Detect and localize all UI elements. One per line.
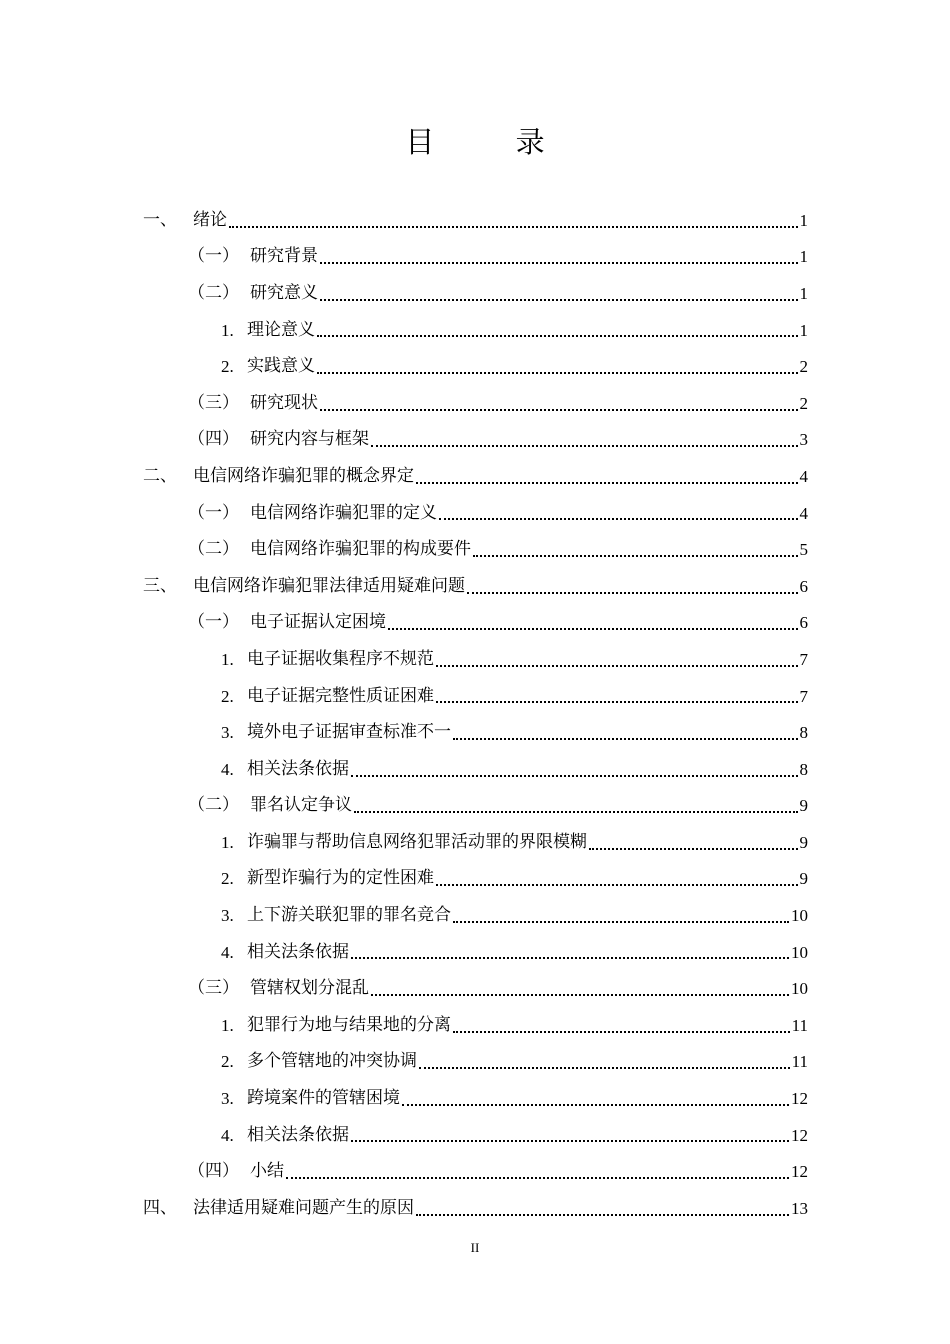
toc-entry[interactable] <box>143 422 808 459</box>
toc-entry-page: 4 <box>799 466 808 486</box>
dot-leader <box>436 665 798 667</box>
toc-entry-page: 8 <box>799 723 808 743</box>
toc-entry-page: 5 <box>799 540 808 560</box>
toc-entry[interactable] <box>143 897 808 934</box>
toc-entry[interactable] <box>143 275 808 312</box>
dot-leader <box>416 1214 789 1216</box>
toc-entry-title: 电信网络诈骗犯罪的构成要件 <box>250 539 471 560</box>
toc-entry-page: 9 <box>799 796 808 816</box>
toc-entry[interactable] <box>143 568 808 605</box>
toc-entry-number: 2. <box>221 357 234 377</box>
toc-entry[interactable] <box>143 970 808 1007</box>
dot-leader <box>320 299 798 301</box>
toc-entry-number: （二） <box>188 282 239 303</box>
toc-entry[interactable] <box>143 641 808 678</box>
toc-entry-page: 8 <box>799 759 808 779</box>
toc-entry-number: 2. <box>221 1052 234 1072</box>
dot-leader <box>589 848 798 850</box>
toc-entry-number: （三） <box>188 392 239 413</box>
toc-entry-title: 研究背景 <box>250 246 318 267</box>
toc-entry-title: 诈骗罪与帮助信息网络犯罪活动罪的界限模糊 <box>247 831 587 852</box>
toc-entry-number: 2. <box>221 686 234 706</box>
toc-entry-page: 4 <box>799 503 808 523</box>
toc-entry-number: 二、 <box>143 465 177 486</box>
toc-entry-page: 11 <box>791 1015 808 1035</box>
toc-entry-title: 相关法条依据 <box>247 758 349 779</box>
page-number: II <box>470 1240 480 1255</box>
toc-entry-title: 研究意义 <box>250 282 318 303</box>
toc-entry-page: 2 <box>799 393 808 413</box>
toc-entry-number: （一） <box>188 502 239 523</box>
toc-entry[interactable] <box>143 714 808 751</box>
toc-entry-title: 电子证据收集程序不规范 <box>247 648 434 669</box>
toc-entry-number: （二） <box>188 795 239 816</box>
dot-leader <box>320 409 798 411</box>
toc-entry-number: 1. <box>221 320 234 340</box>
toc-entry-number: 3. <box>221 906 234 926</box>
toc-entry-title: 跨境案件的管辖困境 <box>247 1088 400 1109</box>
toc-entry-number: （四） <box>188 429 239 450</box>
toc-entry-title: 电子证据完整性质证困难 <box>247 685 434 706</box>
toc-entry[interactable] <box>143 1080 808 1117</box>
dot-leader <box>286 1177 789 1179</box>
toc-entry-number: （四） <box>188 1161 239 1182</box>
toc-entry-number: 三、 <box>143 575 177 596</box>
toc-entry-number: （一） <box>188 246 239 267</box>
page-title: 目 录 <box>405 125 581 159</box>
toc-entry-number: 4. <box>221 1125 234 1145</box>
toc-entry[interactable] <box>143 678 808 715</box>
toc-entry-page: 9 <box>799 832 808 852</box>
toc-entry-number: 2. <box>221 869 234 889</box>
toc-entry-number: 3. <box>221 723 234 743</box>
toc-entry[interactable] <box>143 1117 808 1154</box>
dot-leader <box>320 262 798 264</box>
toc-entry-number: 四、 <box>143 1197 177 1218</box>
toc-entry[interactable] <box>143 531 808 568</box>
toc-entry-page: 9 <box>799 869 808 889</box>
toc-entry-number: 3. <box>221 1089 234 1109</box>
toc-entry-title: 多个管辖地的冲突协调 <box>247 1051 417 1072</box>
toc-entry-page: 12 <box>791 1162 808 1182</box>
toc-entry[interactable] <box>143 824 808 861</box>
dot-leader <box>317 372 798 374</box>
dot-leader <box>467 592 798 594</box>
toc-entry-title: 研究内容与框架 <box>250 429 369 450</box>
toc-entry-number: 1. <box>221 649 234 669</box>
toc-entry-page: 1 <box>799 320 808 340</box>
toc-entry-page: 3 <box>799 430 808 450</box>
dot-leader <box>388 628 798 630</box>
dot-leader <box>371 994 789 996</box>
toc-entry-title: 理论意义 <box>247 319 315 340</box>
toc-entry-title: 上下游关联犯罪的罪名竞合 <box>247 905 451 926</box>
toc-entry-number: 一、 <box>143 209 177 230</box>
toc-entry-page: 12 <box>791 1125 808 1145</box>
toc-entry[interactable] <box>143 385 808 422</box>
toc-entry-number: （三） <box>188 978 239 999</box>
toc-entry-number: （一） <box>188 612 239 633</box>
toc-entry[interactable] <box>143 312 808 349</box>
toc-entry-page: 13 <box>791 1198 808 1218</box>
toc-entry-title: 实践意义 <box>247 356 315 377</box>
dot-leader <box>402 1104 789 1106</box>
toc-entry[interactable] <box>143 788 808 825</box>
toc-entry[interactable] <box>143 861 808 898</box>
dot-leader <box>351 957 789 959</box>
toc-entry[interactable] <box>143 1190 808 1227</box>
toc-entry-page: 6 <box>799 613 808 633</box>
toc-entry-page: 1 <box>799 210 808 230</box>
toc-entry-page: 10 <box>791 942 808 962</box>
dot-leader <box>473 555 798 557</box>
toc-entry-title: 电信网络诈骗犯罪的定义 <box>250 502 437 523</box>
toc-entry-page: 10 <box>791 979 808 999</box>
toc-entry-number: 1. <box>221 1015 234 1035</box>
toc-entry-page: 2 <box>799 357 808 377</box>
toc-entry-number: 4. <box>221 942 234 962</box>
toc-entry-page: 11 <box>791 1052 808 1072</box>
dot-leader <box>351 1140 789 1142</box>
toc-entry-title: 绪论 <box>193 209 227 230</box>
toc-entry-title: 相关法条依据 <box>247 941 349 962</box>
dot-leader <box>354 811 798 813</box>
toc-entry-page: 10 <box>791 906 808 926</box>
dot-leader <box>453 1031 790 1033</box>
toc-entry[interactable] <box>143 495 808 532</box>
dot-leader <box>453 738 798 740</box>
toc-entry-title: 新型诈骗行为的定性困难 <box>247 868 434 889</box>
toc-entry-page: 1 <box>799 247 808 267</box>
toc-entry[interactable] <box>143 1007 808 1044</box>
toc-entry-title: 犯罪行为地与结果地的分离 <box>247 1014 451 1035</box>
dot-leader <box>371 445 798 447</box>
toc-entry-page: 7 <box>799 686 808 706</box>
toc-entry-page: 12 <box>791 1089 808 1109</box>
toc-entry[interactable] <box>143 1044 808 1081</box>
dot-leader <box>453 921 789 923</box>
dot-leader <box>436 884 798 886</box>
toc-entry-title: 相关法条依据 <box>247 1124 349 1145</box>
toc-entry-title: 法律适用疑难问题产生的原因 <box>193 1197 414 1218</box>
toc-entry-page: 7 <box>799 649 808 669</box>
toc-entry[interactable] <box>143 1153 808 1190</box>
toc-entry[interactable] <box>143 348 808 385</box>
dot-leader <box>317 335 798 337</box>
toc-entry[interactable] <box>143 239 808 276</box>
toc-entry-number: 1. <box>221 832 234 852</box>
toc-entry[interactable] <box>143 458 808 495</box>
dot-leader <box>436 701 798 703</box>
toc-entry-number: 4. <box>221 759 234 779</box>
toc-entry-title: 研究现状 <box>250 392 318 413</box>
toc-entry-title: 罪名认定争议 <box>250 795 352 816</box>
toc-entry-number: （二） <box>188 539 239 560</box>
table-of-contents <box>143 202 808 1227</box>
toc-entry-title: 电信网络诈骗犯罪的概念界定 <box>193 465 414 486</box>
dot-leader <box>351 775 798 777</box>
dot-leader <box>416 482 798 484</box>
toc-entry[interactable] <box>143 202 808 239</box>
dot-leader <box>229 226 798 228</box>
toc-entry-title: 小结 <box>250 1161 284 1182</box>
toc-entry-title: 电信网络诈骗犯罪法律适用疑难问题 <box>193 575 465 596</box>
toc-entry[interactable] <box>143 751 808 788</box>
toc-entry[interactable] <box>143 605 808 642</box>
dot-leader <box>419 1067 790 1069</box>
toc-entry-title: 电子证据认定困境 <box>250 612 386 633</box>
toc-entry-page: 1 <box>799 283 808 303</box>
toc-entry[interactable] <box>143 934 808 971</box>
dot-leader <box>439 518 798 520</box>
toc-entry-page: 6 <box>799 576 808 596</box>
toc-entry-title: 境外电子证据审查标准不一 <box>247 722 451 743</box>
toc-entry-title: 管辖权划分混乱 <box>250 978 369 999</box>
